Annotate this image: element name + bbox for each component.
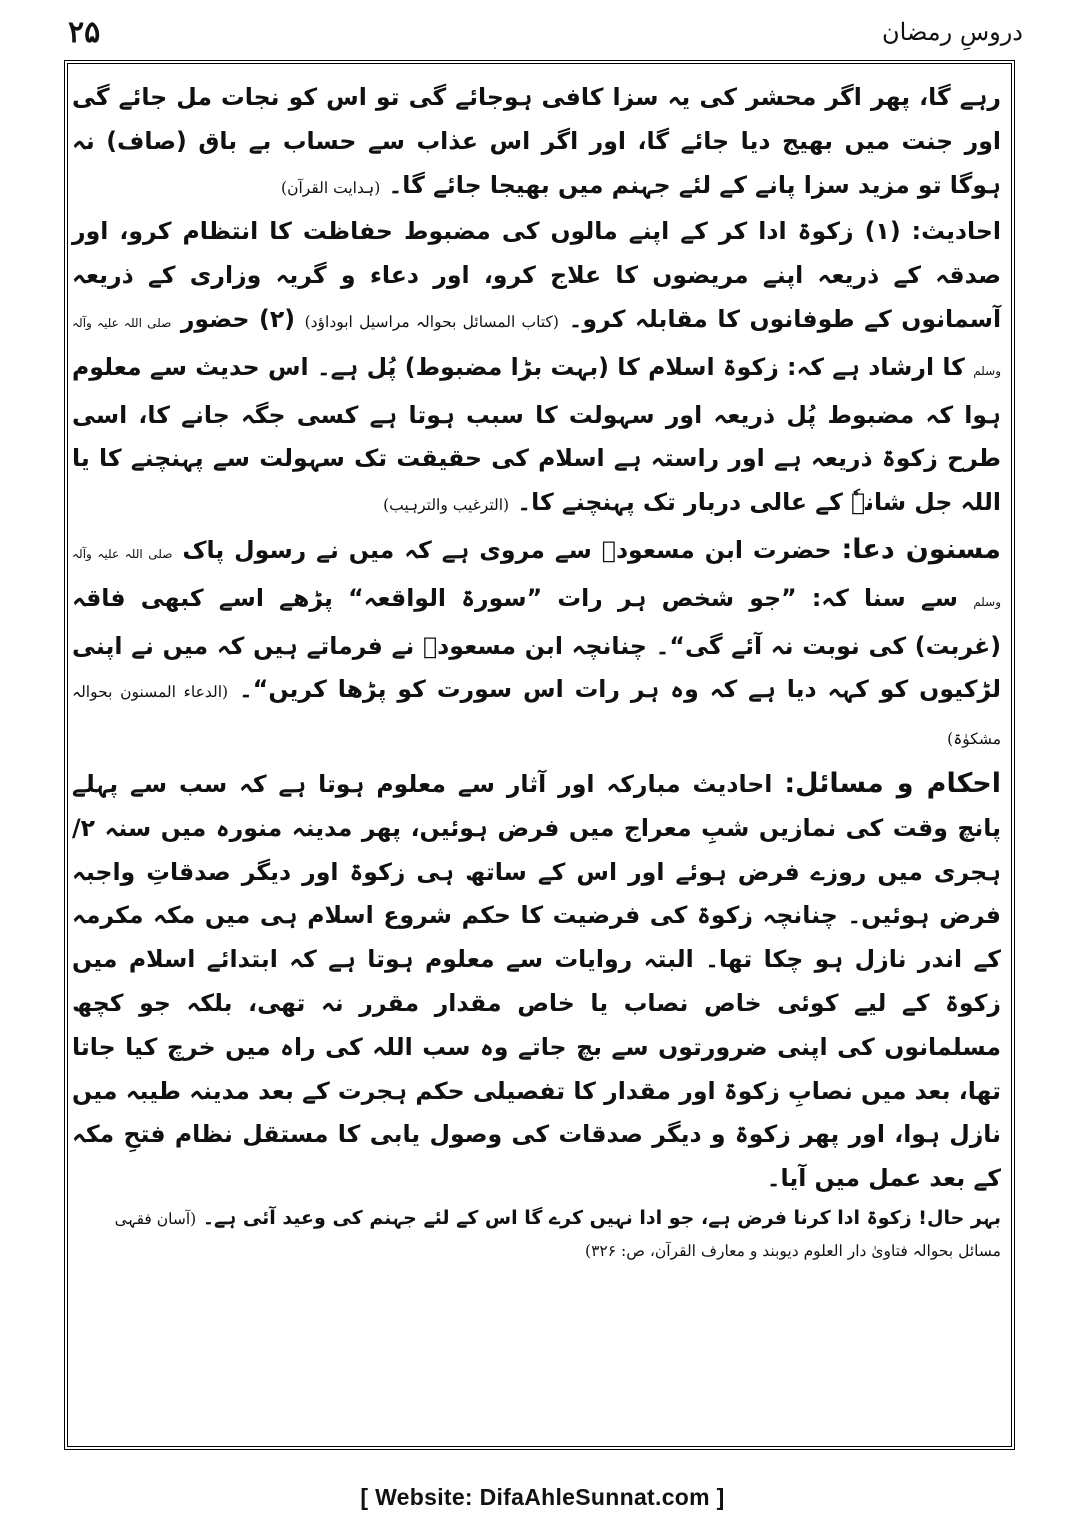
reference: (ہدایت القرآن) xyxy=(281,178,381,197)
reference: (کتاب المسائل بحوالہ مراسیل ابوداؤد) xyxy=(304,312,559,331)
paragraph-ahkam xyxy=(72,762,1001,1201)
content-frame xyxy=(64,60,1015,1450)
reference: (الترغیب والترہیب) xyxy=(383,496,510,515)
reference: (الدعاء المسنون بحوالہ مشکوٰۃ) xyxy=(72,683,1001,749)
paragraph-text: (۲) حضور xyxy=(171,304,305,333)
honorific: صلی اللہ علیہ وآلہ وسلم xyxy=(72,546,1001,609)
paragraph-masnoon-dua xyxy=(72,528,1001,762)
section-label: احادیث: xyxy=(911,217,1001,246)
paragraph-hidayat xyxy=(72,76,1001,210)
website-footer: [ Website: DifaAhleSunnat.com ] xyxy=(360,1484,725,1510)
paragraph-text: (۱) زکوۃ ادا کر کے اپنے مالوں کی مضبوط حفاظت کا انتظام کرو، اور صدقہ کے ذریعہ اپنے مریضوں کا علاج کرو، اور دعاء و گریہ وزاری کے ذریعہ آسمانوں کے طوفانوں کا مقابلہ کرو۔ xyxy=(72,217,1002,333)
page-number: ۲۵ xyxy=(68,14,101,50)
section-heading: مسنون دعا: xyxy=(841,533,1001,565)
paragraph-text: حضرت ابن مسعودؓ سے مروی ہے کہ میں نے رسول پاک xyxy=(172,535,842,564)
reference: مسائل بحوالہ فتاویٰ دار العلوم دیوبند و معارف القرآن، ص: ۳۲۶) xyxy=(585,1241,1001,1260)
honorific: صلی اللہ علیہ وآلہ وسلم xyxy=(72,315,1001,378)
paragraph-text: سے سنا کہ: ”جو شخص ہر رات ”سورۃ الواقعہ“ پڑھے اسے کبھی فاقہ (غربت) کی نوبت نہ آئے گی“۔ چنانچہ ابن مسعودؓ نے فرماتے ہیں کہ میں نے اپنی لڑکیوں کو کہہ دیا ہے کہ وہ ہر رات اس سورت کو پڑھا کریں“۔ xyxy=(72,583,1002,704)
running-title: دروسِ رمضان xyxy=(882,18,1023,46)
body-text xyxy=(72,76,1001,1438)
paragraph-text: احادیث مبارکہ اور آثار سے معلوم ہوتا ہے کہ سب سے پہلے پانچ وقت کی نمازیں شبِ معراج میں فرض ہوئیں، پھر مدینہ منورہ میں سنہ ۲/ ہجری میں روزے فرض ہوئے اور اس کے ساتھ ہی زکوۃ اور دیگر صدقاتِ واجبہ فرض ہوئیں۔ چنانچہ زکوۃ کی فرضیت کا حکم شروع اسلام ہی میں مکہ مکرمہ کے اندر نازل ہو چکا تھا۔ البتہ روایات سے معلوم ہوتا ہے کہ ابتدائے اسلام میں زکوۃ کے لیے کوئی خاص نصاب یا خاص مقدار مقرر نہ تھی، بلکہ جو کچھ مسلمانوں کی اپنی ضرورتوں سے بچ جاتے وہ سب اللہ کی راہ میں خرچ کیا جاتا تھا، بعد میں نصابِ زکوۃ اور مقدار کا تفصیلی حکم ہجرت کے بعد مدینہ طیبہ میں نازل ہوا، اور پھر زکوۃ و دیگر صدقات کی وصول یابی کا مستقل نظام فتحِ مکہ کے بعد عمل میں آیا۔ xyxy=(72,769,1001,1193)
paragraph-text: بہر حال! زکوۃ ادا کرنا فرض ہے، جو ادا نہیں کرے گا اس کے لئے جہنم کی وعید آئی ہے۔ xyxy=(202,1206,1001,1229)
paragraph-closing xyxy=(72,1201,1001,1236)
page-header xyxy=(68,10,1023,54)
paragraph-text: کا ارشاد ہے کہ: زکوۃ اسلام کا (بہت بڑا مضبوط) پُل ہے۔ اس حدیث سے معلوم ہوا کہ مضبوط پُل ذریعہ اور سہولت کا سبب ہوتا ہے کسی جگہ جانے کا، اسی طرح زکوۃ ذریعہ ہے اور راستہ ہے اسلام کی حقیقت تک سہولت سے پہنچنے کا یا اللہ جل شانہٗ کے عالی دربار تک پہنچنے کا۔ xyxy=(72,352,1001,517)
paragraph-closing-ref xyxy=(72,1236,1001,1266)
reference: (آسان فقہی xyxy=(114,1209,197,1228)
paragraph-text: رہے گا، پھر اگر محشر کی یہ سزا کافی ہوجائے گی تو اس کو نجات مل جائے گی اور جنت میں بھیج دیا جائے گا، اور اگر اس عذاب سے حساب بے باق (صاف) نہ ہوگا تو مزید سزا پانے کے لئے جہنم میں بھیجا جائے گا۔ xyxy=(72,83,1001,199)
section-heading: احکام و مسائل: xyxy=(784,767,1001,799)
paragraph-ahadith xyxy=(72,210,1001,528)
